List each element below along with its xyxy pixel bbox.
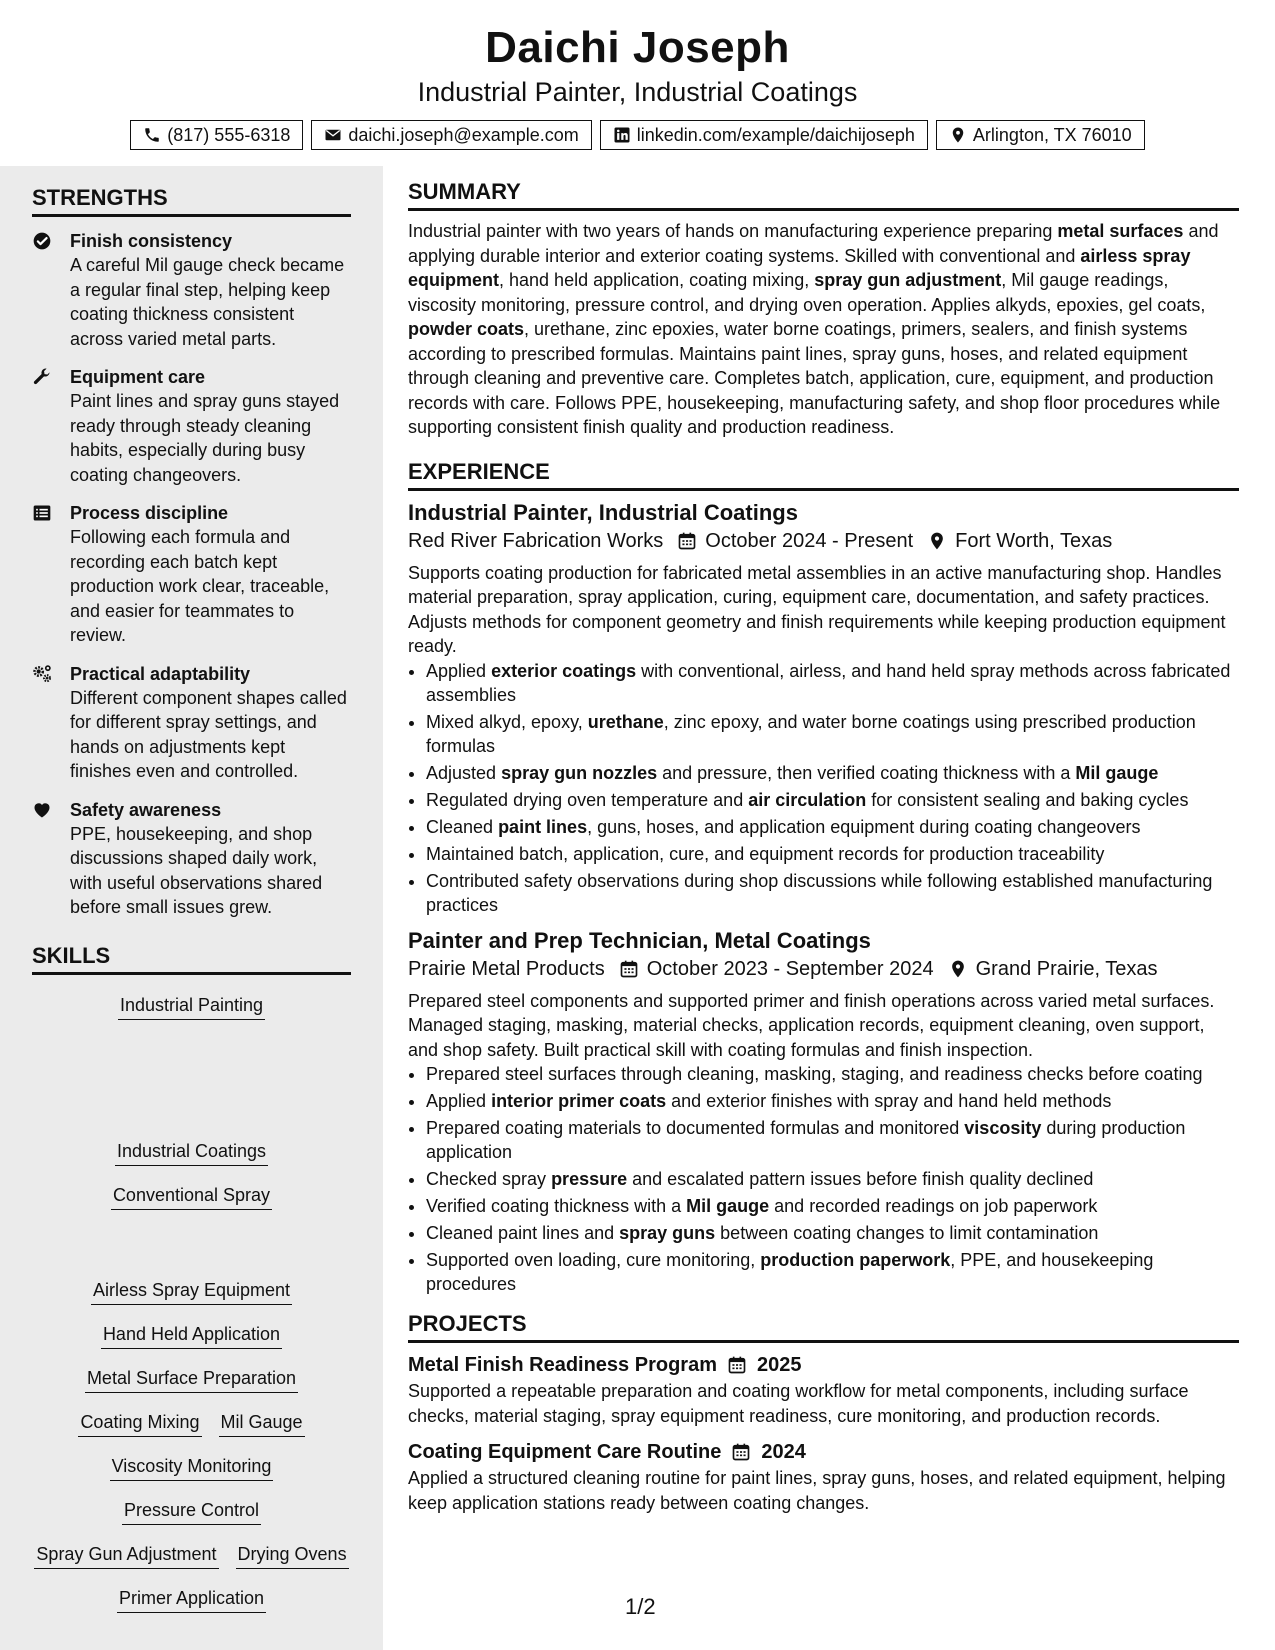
bold-keyword: exterior coatings [491,660,637,681]
contact-linkedin[interactable] [600,120,928,150]
strength-item [32,501,351,648]
bold-keyword: pressure [551,1169,628,1189]
project-title-row [408,1351,1239,1379]
text-run: Industrial painter with two years of hands on manufacturing experience preparing [408,221,1058,241]
contact-phone[interactable] [130,120,303,150]
text-run: Verified coating thickness with a [426,1196,687,1216]
linkedin-text: linkedin.com/example/daichijoseph [636,125,915,145]
wrench-icon [32,365,54,487]
text-run: Prepared coating materials to documented formulas and monitored [426,1118,965,1138]
bullet-item [426,761,1239,785]
candidate-name: Daichi Joseph [485,23,790,72]
summary-text [408,219,1239,440]
heart-icon [32,798,54,920]
job-meta [408,955,1239,983]
job-description: Prepared steel components and supported primer and finish operations across varied metal surfaces. Managed staging, masking, material checks, application records, equipment cleaning, oven support, and shop safety. Built practical skill with coating formulas and finish inspection. [408,990,1215,1060]
job-description: Supports coating production for fabricated metal assemblies in an active manufacturing shop. Handles material preparation, spray application, curing, equipment care, documentation, and safety practices. Adjusts methods for component geometry and finish requirements while keeping production equipment ready. [408,562,1226,656]
bullet-item [426,659,1239,707]
skill-tag: Mil Gauge [219,1410,305,1437]
email-text: daichi.joseph@example.com [348,125,579,145]
skill-tag: Hand Held Application [101,1322,282,1349]
text-run: , hand held application, coating mixing, [499,270,815,290]
skill-tag: Industrial Coatings [115,1139,268,1166]
bullet-item [426,1221,1239,1245]
bold-keyword: urethane [587,711,664,732]
page-number: 1/2 [625,1594,656,1619]
check-circle-icon [32,229,54,351]
skill-tag: Airless Spray Equipment [91,1278,292,1305]
text-run: , Mil gauge readings, viscosity monitoring, pressure control, and drying oven operation. Applies alkyds, epoxies, gel coats, [408,270,1206,315]
job-title: Painter and Prep Technician, Metal Coatings [408,927,871,953]
bold-keyword: air circulation [748,789,867,810]
calendar-icon [677,531,697,551]
contact-bar [0,120,1275,150]
strengths-list [32,229,351,920]
text-run: Prepared steel surfaces through cleaning, masking, staging, and readiness checks before coating [426,1064,1203,1084]
job-location: Grand Prairie, Texas [975,957,1158,980]
projects-list [408,1351,1239,1515]
bullet-item [426,1062,1239,1086]
bullet-item [426,1167,1239,1191]
text-run: and recorded readings on job paperwork [769,1196,1098,1216]
bullet-item [426,1116,1239,1164]
bold-keyword: Mil gauge [686,1196,770,1216]
bullet-item [426,788,1239,812]
skill-tag: Conventional Spray [111,1183,272,1210]
strength-item [32,229,351,351]
experience-list [408,499,1239,1297]
strength-item [32,798,351,920]
skill-tag: Pressure Control [122,1498,261,1525]
skills-heading: SKILLS [32,942,351,975]
experience-heading: EXPERIENCE [408,458,1239,491]
strength-description: PPE, housekeeping, and shop discussions shaped daily work, with useful observations shared before small issues grew. [70,823,323,917]
sidebar [0,166,383,1650]
job-dates: October 2023 - September 2024 [646,957,934,980]
text-run: , urethane, zinc epoxies, water borne coatings, primers, sealers, and finish systems according to prescribed formulas. Maintains paint lines, spray guns, hoses, and related equipment through cleaning and preventive care. Completes batch, application, cure, equipment, and production records with care. Follows PPE, housekeeping, manufacturing safety, and shop floor procedures while supporting consistent finish quality and production readiness. [408,319,1221,437]
skill-tag: Coating Mixing [78,1410,201,1437]
strength-title: Safety awareness [70,799,222,820]
text-run: Adjusted [426,762,502,783]
bold-keyword: metal surfaces [1057,221,1184,241]
text-run: and escalated pattern issues before finish quality declined [627,1169,1094,1189]
project-entry [408,1351,1239,1428]
bold-keyword: spray gun adjustment [814,270,1002,290]
summary-heading: SUMMARY [408,178,1239,211]
calendar-icon-wrap [619,959,639,979]
strength-item [32,365,351,487]
job-dates: October 2024 - Present [705,529,914,552]
text-run: Checked spray [426,1169,552,1189]
text-run: Applied [426,1091,492,1111]
project-year: 2024 [761,1441,806,1463]
main-content [408,178,1239,1515]
location-text: Arlington, TX 76010 [972,125,1132,145]
text-run: and pressure, then verified coating thickness with a [657,762,1076,783]
calendar-icon [619,959,639,979]
strength-description: Following each formula and recording each batch kept production work clear, traceable, and easier for teammates to review. [70,527,330,645]
text-run: and exterior finishes with spray and hand held methods [666,1091,1112,1111]
list-icon [32,501,54,648]
text-run: Applied [426,660,492,681]
bold-keyword: interior primer coats [491,1091,667,1111]
calendar-icon-wrap [677,531,697,551]
calendar-icon-wrap [731,1442,751,1462]
candidate-title: Industrial Painter, Industrial Coatings [417,77,858,107]
skills-list [32,987,351,1613]
strength-title: Finish consistency [70,231,233,251]
text-run: Supported oven loading, cure monitoring, [426,1250,761,1270]
bold-keyword: airless spray equipment [408,245,1191,290]
text-run: Mixed alkyd, epoxy, [426,711,588,732]
bullet-item [426,710,1239,758]
project-description: Supported a repeatable preparation and coating workflow for metal components, including surface checks, material staging, spray equipment readiness, cure monitoring, and production records. [408,1381,1189,1426]
job-entry [408,499,1239,917]
strength-title: Process discipline [70,503,229,523]
calendar-icon [727,1355,747,1375]
job-location: Fort Worth, Texas [955,529,1113,552]
strength-body [70,229,351,351]
strength-description: Paint lines and spray guns stayed ready through steady cleaning habits, especially during busy coating changeovers. [70,391,340,485]
job-bullets [408,659,1239,917]
project-title: Metal Finish Readiness Program [408,1354,717,1376]
text-run: , zinc epoxy, and water borne coatings using prescribed production formulas [426,711,1196,756]
job-bullets [408,1062,1239,1296]
text-run: Cleaned [426,816,499,837]
text-run: Regulated drying oven temperature and [426,789,749,810]
bold-keyword: production paperwork [760,1250,951,1270]
job-meta [408,527,1239,555]
text-run: and applying durable interior and exterior coating systems. Skilled with conventional and [408,221,1219,266]
strength-item [32,662,351,784]
bold-keyword: spray guns [619,1223,716,1243]
map-pin-icon-wrap [948,959,968,979]
linkedin-icon [613,126,631,144]
bullet-item [426,1194,1239,1218]
strength-description: Different component shapes called for different spray settings, and hands on adjustments kept finishes even and controlled. [70,687,347,781]
text-run: between coating changes to limit contamination [715,1223,1099,1243]
phone-icon [143,126,161,144]
job-entry [408,927,1239,1297]
text-run: Cleaned paint lines and [426,1223,620,1243]
projects-heading: PROJECTS [408,1310,1239,1343]
strength-body [70,365,351,487]
phone-text: (817) 555-6318 [167,125,291,145]
bold-keyword: powder coats [408,319,525,339]
resume-header [0,0,1275,150]
text-run: , PPE, and housekeeping procedures [426,1250,1154,1294]
strength-body [70,662,351,784]
map-pin-icon-wrap [927,531,947,551]
project-year: 2025 [756,1354,802,1376]
text-run: , guns, hoses, and application equipment during coating changeovers [587,816,1141,837]
project-entry [408,1438,1239,1515]
map-pin-icon [948,959,968,979]
contact-location [936,120,1145,150]
project-title: Coating Equipment Care Routine [408,1441,722,1463]
contact-email[interactable] [311,120,591,150]
map-pin-icon [949,126,967,144]
bold-keyword: viscosity [964,1118,1042,1138]
bullet-item [426,842,1239,866]
text-run: Contributed safety observations during shop discussions while following established manufacturing practices [426,870,1213,915]
bullet-item [426,869,1239,917]
company-name: Red River Fabrication Works [408,529,664,552]
text-run: with conventional, airless, and hand held spray methods across fabricated assemblies [426,660,1231,705]
map-pin-icon [927,531,947,551]
strength-body [70,501,351,648]
envelope-icon [324,126,342,144]
bullet-item [426,1248,1239,1296]
skill-tag: Industrial Painting [118,993,265,1020]
project-title-row [408,1438,1239,1466]
gears-icon [32,662,54,784]
text-run: for consistent sealing and baking cycles [866,789,1189,810]
skill-tag: Drying Ovens [236,1542,349,1569]
bold-keyword: spray gun nozzles [501,762,658,783]
company-name: Prairie Metal Products [408,957,605,980]
calendar-icon-wrap [727,1355,747,1375]
strength-body [70,798,351,920]
strength-description: A careful Mil gauge check became a regular final step, helping keep coating thickness consistent across varied metal parts. [70,255,345,349]
text-run: during production application [426,1118,1186,1162]
calendar-icon [731,1442,751,1462]
bullet-item [426,1089,1239,1113]
skill-tag: Spray Gun Adjustment [34,1542,218,1569]
job-title: Industrial Painter, Industrial Coatings [408,499,798,525]
strengths-heading: STRENGTHS [32,184,351,217]
bold-keyword: paint lines [498,816,588,837]
skill-tag: Metal Surface Preparation [85,1366,298,1393]
skill-tag: Viscosity Monitoring [110,1454,274,1481]
strength-title: Practical adaptability [70,663,251,684]
bold-keyword: Mil gauge [1075,762,1159,783]
strength-title: Equipment care [70,367,206,387]
bullet-item [426,815,1239,839]
text-run: Maintained batch, application, cure, and equipment records for production traceability [426,843,1105,864]
project-description: Applied a structured cleaning routine for paint lines, spray guns, hoses, and related equipment, helping keep application stations ready between coating changes. [408,1468,1226,1513]
skill-tag: Primer Application [117,1586,266,1613]
